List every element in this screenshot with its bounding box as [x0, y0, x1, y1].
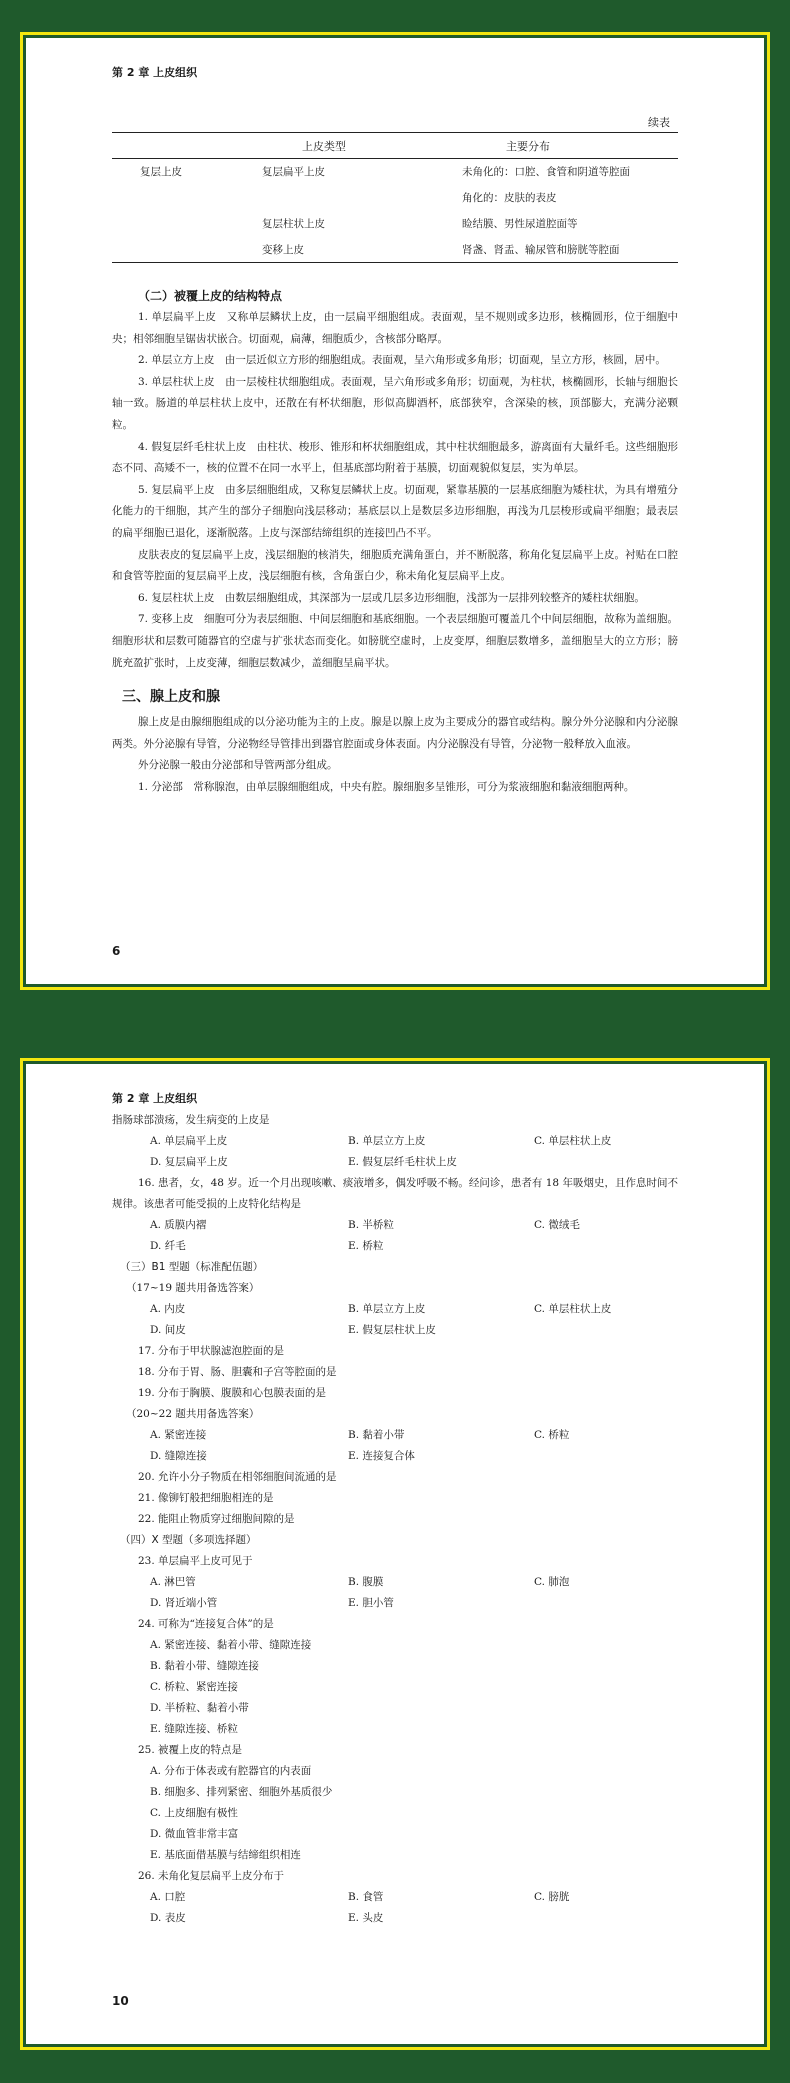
paragraph: 7. 变移上皮 细胞可分为表层细胞、中间层细胞和基底细胞。一个表层细胞可覆盖几个中间层细胞，故称为盖细胞。细胞形状和层数可随器官的空虚与扩张状态而变化。如膀胱空虚时，上皮变厚，细胞层数增多，盖细胞呈大的立方形；膀胱充盈扩张时，上皮变薄，细胞层数减少，盖细胞呈扁平状。	[112, 613, 678, 669]
option: B. 细胞多、排列紧密、细胞外基质很少	[150, 1786, 333, 1798]
option: D. 半桥粒、黏着小带	[150, 1702, 249, 1714]
option: B. 半桥粒	[348, 1219, 394, 1231]
subsection-title: （四）X 型题（多项选择题）	[120, 1534, 257, 1546]
option: D. 表皮	[150, 1912, 186, 1924]
options-grid	[112, 1299, 678, 1341]
option: D. 微血管非常丰富	[150, 1828, 239, 1840]
section-title: （二）被覆上皮的结构特点	[138, 289, 283, 303]
options-grid	[112, 1425, 678, 1467]
option: E. 连接复合体	[348, 1450, 415, 1462]
options-grid	[112, 1572, 678, 1614]
page-number: 6	[112, 944, 121, 958]
option: B. 单层立方上皮	[348, 1135, 426, 1147]
option: B. 黏着小带	[348, 1429, 405, 1441]
option: E. 基底面借基膜与结缔组织相连	[150, 1849, 301, 1861]
option: D. 肾近端小管	[150, 1597, 218, 1609]
table-cell: 复层柱状上皮	[262, 218, 325, 230]
option: C. 微绒毛	[534, 1219, 580, 1231]
question-stem: 25. 被覆上皮的特点是	[138, 1744, 243, 1756]
question-stem: 21. 像铆钉般把细胞相连的是	[138, 1492, 274, 1504]
paragraph: 5. 复层扁平上皮 由多层细胞组成，又称复层鳞状上皮。切面观，紧靠基膜的一层基底细胞为矮柱状，为具有增殖分化能力的干细胞，其产生的部分子细胞向浅层移动；基底层以上是数层多边形细胞，再浅为几层梭形或扁平细胞；最表层的扁平细胞已退化，逐渐脱落。上皮与深部结缔组织的连接凹凸不平。	[112, 483, 678, 539]
page-number: 10	[112, 1994, 129, 2008]
paragraph: 1. 单层扁平上皮 又称单层鳞状上皮，由一层扁平细胞组成。表面观，呈不规则或多边形，核椭圆形，位于细胞中央；相邻细胞呈锯齿状嵌合。切面观，扁薄，细胞质少，含核部分略厚。	[112, 311, 678, 345]
table-cell: 复层上皮	[140, 166, 182, 179]
option: A. 单层扁平上皮	[150, 1135, 228, 1147]
table-cell: 角化的：皮肤的表皮	[462, 192, 557, 204]
option: D. 间皮	[150, 1324, 186, 1336]
table-caption: 续表	[648, 116, 670, 129]
question-stem: 16. 患者，女，48 岁。近一个月出现咳嗽、痰液增多，偶发呼吸不畅。经问诊，患者有 18 年吸烟史，且作息时间不规律。该患者可能受损的上皮特化结构是	[112, 1177, 678, 1210]
paragraph: 外分泌腺一般由分泌部和导管两部分组成。	[138, 759, 338, 772]
table-header-cell: 上皮类型	[262, 133, 462, 159]
chapter-header: 第 2 章 上皮组织	[112, 66, 198, 79]
question-stem: 26. 未角化复层扁平上皮分布于	[138, 1870, 285, 1882]
question-stem: 24. 可称为“连接复合体”的是	[138, 1618, 274, 1630]
paragraph: 2. 单层立方上皮 由一层近似立方形的细胞组成。表面观，呈六角形或多角形；切面观，呈立方形，核圆，居中。	[138, 354, 666, 367]
page-1	[28, 40, 762, 982]
option: C. 桥粒、紧密连接	[150, 1681, 238, 1693]
table-row	[112, 237, 678, 263]
option: A. 口腔	[150, 1891, 186, 1903]
table-header-cell	[112, 133, 262, 159]
option: C. 上皮细胞有极性	[150, 1807, 238, 1819]
table-cell	[112, 185, 262, 211]
paragraph: 3. 单层柱状上皮 由一层棱柱状细胞组成。表面观，呈六角形或多角形；切面观，为柱状，核椭圆形，长轴与细胞长轴一致。肠道的单层柱状上皮中，还散在有杯状细胞，形似高脚酒杯，底部狭窄，含深染的核，顶部膨大，充满分泌颗粒。	[112, 375, 678, 431]
option: D. 缝隙连接	[150, 1450, 207, 1462]
table-cell: 睑结膜、男性尿道腔面等	[462, 218, 578, 230]
option: E. 缝隙连接、桥粒	[150, 1723, 238, 1735]
option: C. 单层柱状上皮	[534, 1303, 612, 1315]
table-header-cell: 主要分布	[462, 133, 678, 159]
paragraph: 皮肤表皮的复层扁平上皮，浅层细胞的核消失，细胞质充满角蛋白，并不断脱落，称角化复层扁平上皮。衬贴在口腔和食管等腔面的复层扁平上皮，浅层细胞有核，含角蛋白少，称未角化复层扁平上皮。	[112, 548, 678, 583]
option: E. 假复层纤毛柱状上皮	[348, 1156, 457, 1168]
table-header-row	[112, 133, 678, 159]
options-list	[112, 1761, 678, 1866]
option: E. 头皮	[348, 1912, 384, 1924]
page-frame-2	[20, 1058, 770, 2050]
option: D. 复层扁平上皮	[150, 1156, 228, 1168]
option: C. 桥粒	[534, 1429, 570, 1441]
option: A. 质膜内褶	[150, 1219, 207, 1231]
question-stem: 20. 允许小分子物质在相邻细胞间流通的是	[138, 1471, 337, 1483]
section-title: 三、腺上皮和腺	[122, 689, 220, 706]
table-cell	[262, 185, 462, 211]
table-row	[112, 159, 678, 185]
option: B. 食管	[348, 1891, 384, 1903]
table-cell: 未角化的：口腔、食管和阴道等腔面	[462, 166, 630, 179]
table-cell	[112, 237, 262, 263]
question-stem: 18. 分布于胃、肠、胆囊和子宫等腔面的是	[138, 1366, 337, 1378]
paragraph: 6. 复层柱状上皮 由数层细胞组成，其深部为一层或几层多边形细胞，浅部为一层排列较整齐的矮柱状细胞。	[138, 591, 645, 604]
option: C. 膀胱	[534, 1891, 570, 1903]
paragraph: 1. 分泌部 常称腺泡，由单层腺细胞组成，中央有腔。腺细胞多呈锥形，可分为浆液细胞和黏液细胞两种。	[138, 780, 635, 793]
chapter-header: 第 2 章 上皮组织	[112, 1092, 198, 1105]
option: D. 纤毛	[150, 1240, 186, 1252]
shared-options-note: （17~19 题共用备选答案）	[126, 1282, 260, 1294]
paragraph: 腺上皮是由腺细胞组成的以分泌功能为主的上皮。腺是以腺上皮为主要成分的器官或结构。腺分外分泌腺和内分泌腺两类。外分泌腺有导管，分泌物经导管排出到器官腔面或身体表面。内分泌腺没有导管，分泌物一般释放入血液。	[112, 716, 678, 750]
question-stem: 23. 单层扁平上皮可见于	[138, 1555, 253, 1567]
paragraph: 4. 假复层纤毛柱状上皮 由柱状、梭形、锥形和杯状细胞组成，其中柱状细胞最多，游离面有大量纤毛。这些细胞形态不同、高矮不一，核的位置不在同一水平上，但基底部均附着于基膜，切面观貌似复层，实为单层。	[112, 440, 678, 475]
option: A. 紧密连接、黏着小带、缝隙连接	[150, 1639, 312, 1651]
option: A. 内皮	[150, 1303, 186, 1315]
table-cell: 复层扁平上皮	[262, 166, 325, 179]
question-stem: 22. 能阻止物质穿过细胞间隙的是	[138, 1513, 295, 1525]
subsection-title: （三）B1 型题（标准配伍题）	[120, 1261, 264, 1273]
option: A. 分布于体表或有腔器官的内表面	[150, 1765, 312, 1777]
option: B. 单层立方上皮	[348, 1303, 426, 1315]
question-stem: 17. 分布于甲状腺滤泡腔面的是	[138, 1345, 285, 1357]
table-cell: 肾盏、肾盂、输尿管和膀胱等腔面	[462, 237, 678, 263]
epithelium-table	[112, 132, 678, 263]
option: B. 腹膜	[348, 1576, 384, 1588]
table-row	[112, 185, 678, 211]
table-cell	[112, 211, 262, 237]
option: B. 黏着小带、缝隙连接	[150, 1660, 259, 1672]
table-row	[112, 211, 678, 237]
question-stem: 指肠球部溃疡，发生病变的上皮是	[112, 1114, 270, 1126]
page-frame-1	[20, 32, 770, 990]
option: A. 紧密连接	[150, 1429, 207, 1441]
page-2	[28, 1066, 762, 2042]
option: E. 假复层柱状上皮	[348, 1324, 436, 1336]
option: A. 淋巴管	[150, 1576, 196, 1588]
option: E. 桥粒	[348, 1240, 384, 1252]
options-grid	[112, 1131, 678, 1173]
options-list	[112, 1635, 678, 1740]
options-grid	[112, 1887, 678, 1929]
question-stem: 19. 分布于胸膜、腹膜和心包膜表面的是	[138, 1387, 327, 1399]
option: C. 肺泡	[534, 1576, 570, 1588]
options-grid	[112, 1215, 678, 1257]
option: C. 单层柱状上皮	[534, 1135, 612, 1147]
option: E. 胆小管	[348, 1597, 394, 1609]
table-cell: 变移上皮	[262, 237, 462, 263]
shared-options-note: （20~22 题共用备选答案）	[126, 1408, 260, 1420]
